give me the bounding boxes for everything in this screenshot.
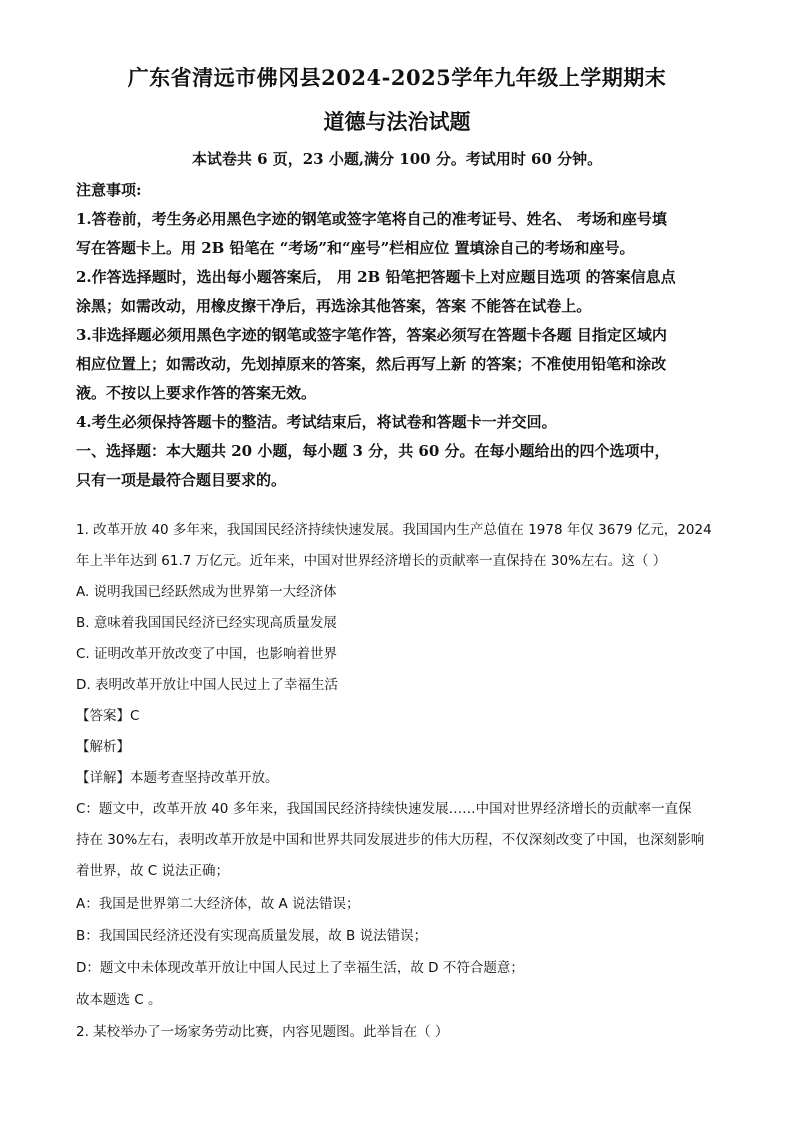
section-heading-line: 一、选择题：本大题共 20 小题，每小题 3 分，共 60 分。在每小题给出的四个选项中， (76, 442, 670, 460)
answer-value: C (130, 708, 140, 724)
notes-heading: 注意事项: (76, 181, 142, 199)
notes-line: 涂黑；如需改动，用橡皮擦干净后，再选涂其他答案，答案 不能答在试卷上。 (76, 297, 592, 315)
q1-option-d: D. 表明改革开放让中国人民过上了幸福生活 (76, 677, 338, 693)
q1-detail: 【详解】本题考查坚持改革开放。 (76, 770, 279, 786)
q1-explain-line: C：题文中，改革开放 40 多年来，我国国民经济持续快速发展……中国对世界经济增长的贡献率一直保 (76, 801, 692, 817)
q1-option-a: A. 说明我国已经跃然成为世界第一大经济体 (76, 584, 337, 600)
notes-line: 相应位置上；如需改动，先划掉原来的答案，然后再写上新 的答案；不准使用铅笔和涂改 (76, 355, 667, 373)
q1-stem-line: 1. 改革开放 40 多年来，我国国民经济持续快速发展。我国国内生产总值在 1978 年仅 3679 亿元，2024 (76, 522, 712, 538)
q1-explain-line: B：我国国民经济还没有实现高质量发展，故 B 说法错误； (76, 928, 428, 944)
notes-section (76, 176, 718, 495)
notes-line: 3.非选择题必须用黑色字迹的钢笔或签字笔作答，答案必须写在答题卡各题 目指定区域内 (76, 326, 667, 344)
exam-title-line1: 广东省清远市佛冈县2024-2025学年九年级上学期期末 (127, 65, 667, 90)
q1-analysis-tag: 【解析】 (76, 739, 130, 755)
q1-answer (76, 702, 718, 731)
exam-title-line2: 道德与法治试题 (323, 109, 471, 134)
q1-stem-line: 年上半年达到 61.7 万亿元。近年来，中国对世界经济增长的贡献率一直保持在 30%左右。这（ ） (76, 553, 667, 569)
notes-line: 1.答卷前，考生务必用黑色字迹的钢笔或签字笔将自己的准考证号、姓名、 考场和座号填 (76, 210, 667, 228)
q1-option-c: C. 证明改革开放改变了中国，也影响着世界 (76, 646, 338, 662)
q1-explain-line: A：我国是世界第二大经济体，故 A 说法错误； (76, 896, 360, 912)
section-heading-line: 只有一项是最符合题目要求的。 (76, 471, 287, 489)
notes-line: 4.考生必须保持答题卡的整洁。考试结束后，将试卷和答题卡一并交回。 (76, 413, 557, 431)
q1-explain-line: D：题文中未体现改革开放让中国人民过上了幸福生活，故 D 不符合题意； (76, 960, 524, 976)
q1-explain-line: 持在 30%左右，表明改革开放是中国和世界共同发展进步的伟大历程，不仅深刻改变了中国，也深刻影响 (76, 832, 705, 848)
q1-option-b: B. 意味着我国国民经济已经实现高质量发展 (76, 615, 337, 631)
q1-explain-line: 故本题选 C 。 (76, 992, 162, 1008)
notes-line: 写在答题卡上。用 2B 铅笔在 “考场”和“座号”栏相应位 置填涂自己的考场和座号。 (76, 239, 635, 257)
exam-meta: 本试卷共 6 页，23 小题,满分 100 分。考试用时 60 分钟。 (191, 150, 603, 168)
notes-line: 液。不按以上要求作答的答案无效。 (76, 384, 317, 402)
notes-line: 2.作答选择题时，选出每小题答案后， 用 2B 铅笔把答题卡上对应题目选项 的答案信息点 (76, 268, 676, 286)
q2-stem: 2. 某校举办了一场家务劳动比赛，内容见题图。此举旨在（ ） (76, 1024, 449, 1040)
answer-tag: 【答案】 (76, 708, 130, 724)
q1-explain-line: 着世界，故 C 说法正确； (76, 863, 230, 879)
